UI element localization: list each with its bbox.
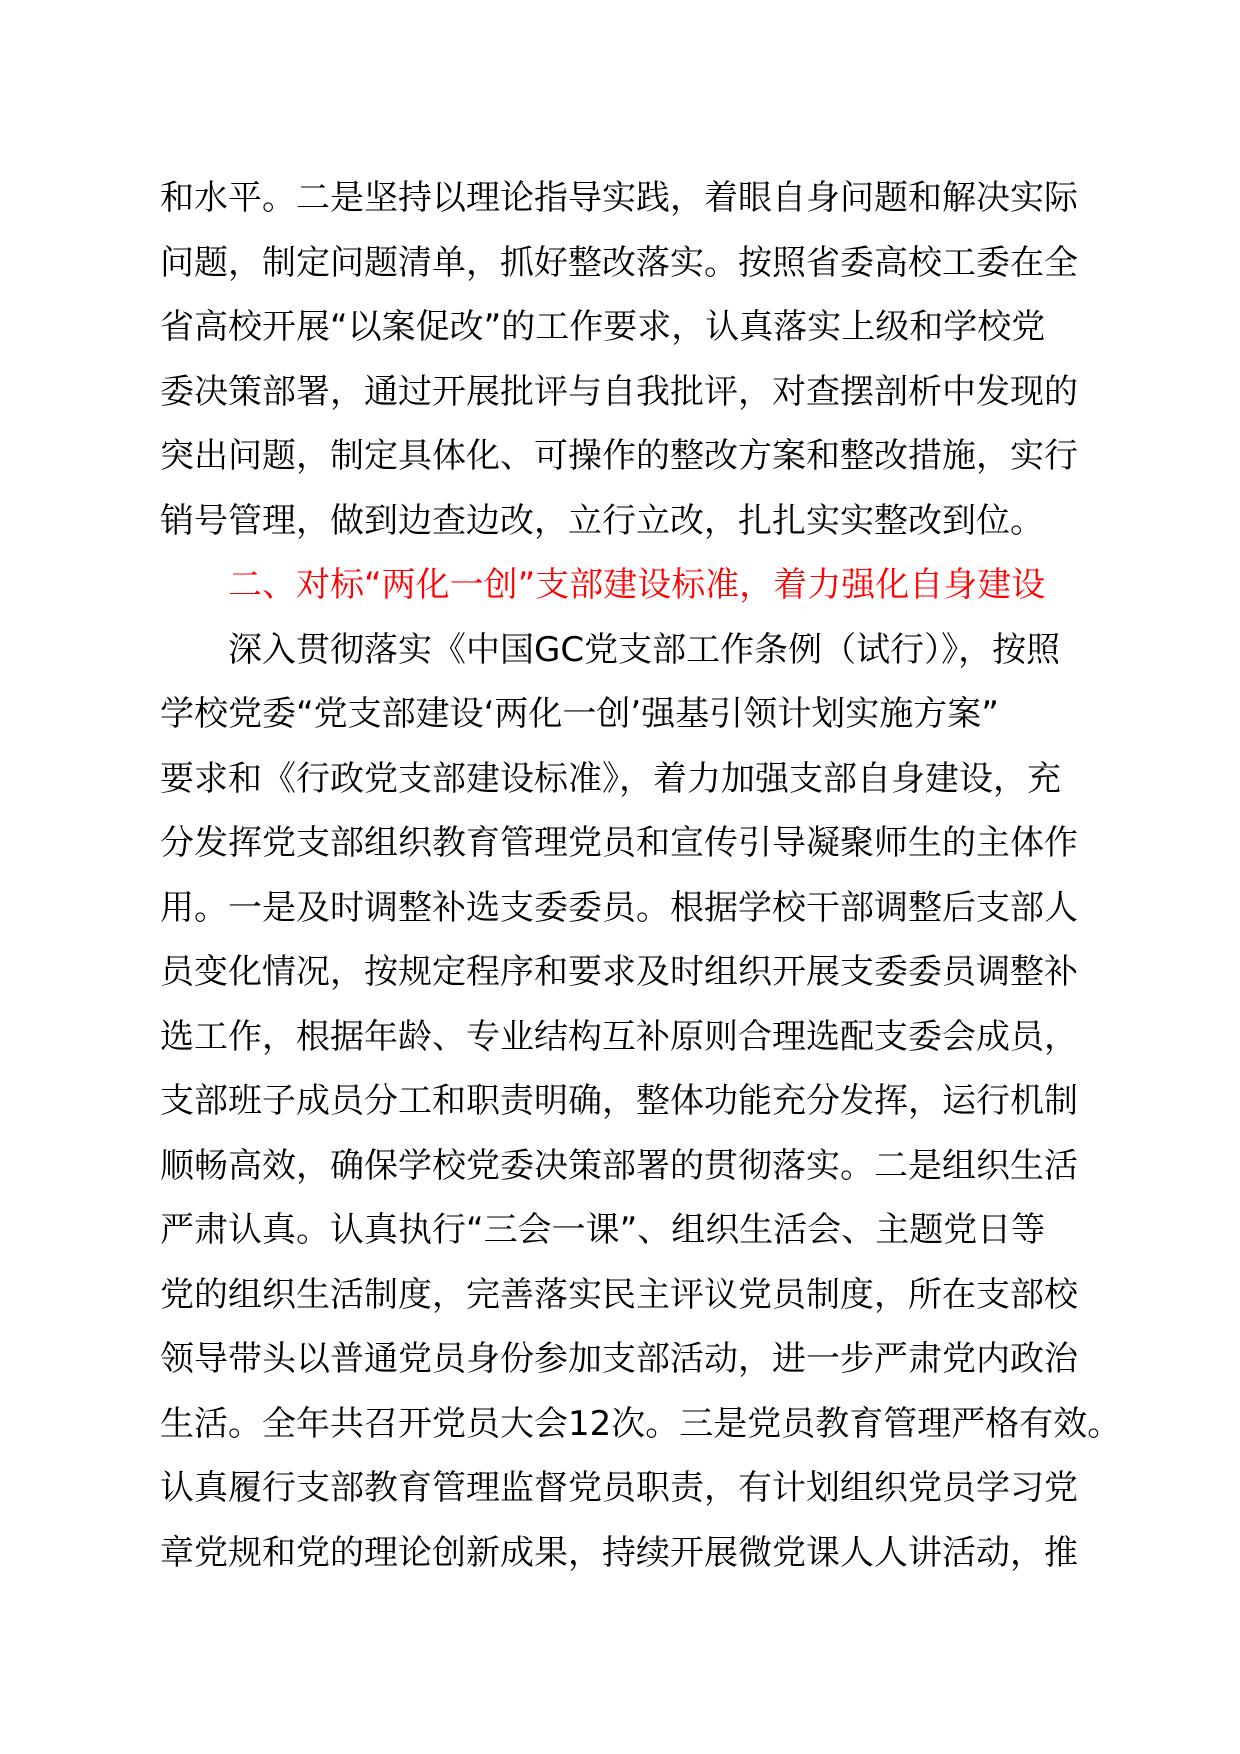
document-body xyxy=(160,166,1122,1585)
body-line: 生活。全年共召开党员大会12次。三是党员教育管理严格有效。 xyxy=(160,1403,1122,1444)
body-line: 用。一是及时调整补选支委委员。根据学校干部调整后支部人 xyxy=(160,887,1078,928)
body-line: 支部班子成员分工和职责明确，整体功能充分发挥，运行机制 xyxy=(160,1081,1078,1121)
body-line: 章党规和党的理论创新成果，持续开展微党课人人讲活动，推 xyxy=(160,1532,1078,1573)
body-line: 员变化情况，按规定程序和要求及时组织开展支委委员调整补 xyxy=(160,952,1078,992)
body-line: 严肃认真。认真执行“三会一课”、组织生活会、主题党日等 xyxy=(160,1210,1046,1250)
body-line: 委决策部署，通过开展批评与自我批评，对查摆剖析中发现的 xyxy=(160,371,1078,412)
body-line: 省高校开展“以案促改”的工作要求，认真落实上级和学校党 xyxy=(160,307,1046,347)
body-line: 和水平。二是坚持以理论指导实践，着眼自身问题和解决实际 xyxy=(160,178,1078,218)
body-line: 党的组织生活制度，完善落实民主评议党员制度，所在支部校 xyxy=(160,1274,1078,1315)
body-line: 选工作，根据年龄、专业结构互补原则合理选配支委会成员， xyxy=(160,1016,1078,1057)
body-line: 分发挥党支部组织教育管理党员和宣传引导凝聚师生的主体作 xyxy=(160,823,1078,863)
paragraph-first-line: 深入贯彻落实《中国GC党支部工作条例（试行）》，按照 xyxy=(228,629,1061,670)
body-line: 问题，制定问题清单，抓好整改落实。按照省委高校工委在全 xyxy=(160,242,1078,283)
body-line: 突出问题，制定具体化、可操作的整改方案和整改措施，实行 xyxy=(160,436,1078,476)
body-line: 学校党委“党支部建设‘两化一创’强基引领计划实施方案” xyxy=(160,694,999,734)
body-line: 要求和《行政党支部建设标准》，着力加强支部自身建设，充 xyxy=(160,758,1061,799)
body-line: 认真履行支部教育管理监督党员职责，有计划组织党员学习党 xyxy=(160,1468,1078,1508)
body-line: 领导带头以普通党员身份参加支部活动，进一步严肃党内政治 xyxy=(160,1339,1078,1379)
body-line: 销号管理，做到边查边改，立行立改，扎扎实实整改到位。 xyxy=(160,500,1044,541)
section-heading: 二、对标“两化一创”支部建设标准，着力强化自身建设 xyxy=(228,565,1046,605)
body-line: 顺畅高效，确保学校党委决策部署的贯彻落实。二是组织生活 xyxy=(160,1145,1078,1186)
